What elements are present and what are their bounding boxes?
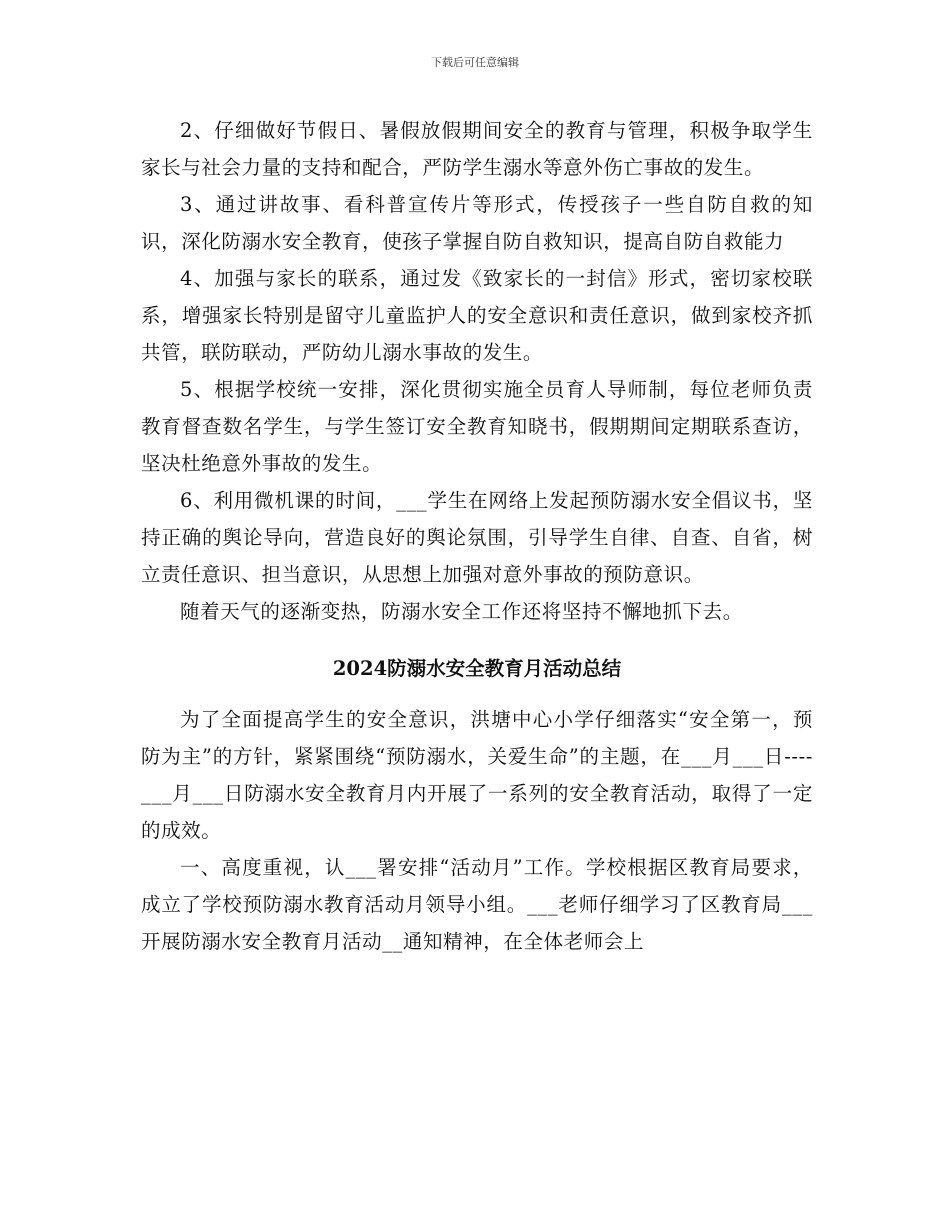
- section-paragraph-intro: 为了全面提高学生的安全意识，洪塘中心小学仔细落实“安全第一，预防为主”的方针，紧紧围绕“预防溺水，关爱生命”的主题，在___月___日----___月___日防溺水安全教育月内开展了一系列的安全教育活动，取得了一定的成效。: [141, 708, 813, 842]
- list-item-5: 5、根据学校统一安排，深化贯彻实施全员育人导师制，每位老师负责教育督查数名学生，与学生签订安全教育知晓书，假期期间定期联系查访，坚决杜绝意外事故的发生。: [141, 378, 813, 475]
- list-item-4: 4、加强与家长的联系，通过发《致家长的一封信》形式，密切家校联系，增强家长特别是留守儿童监护人的安全意识和责任意识，做到家校齐抓共管，联防联动，严防幼儿溺水事故的发生。: [141, 267, 813, 364]
- section-paragraph-one: 一、高度重视，认___署安排“活动月”工作。学校根据区教育局要求，成立了学校预防溺水教育活动月领导小组。___老师仔细学习了区教育局___开展防溺水安全教育月活动__通知精神，在全体老师会上: [141, 856, 813, 953]
- page-header-note: 下载后可任意编辑: [431, 56, 519, 69]
- closing-sentence: 随着天气的逐渐变热，防溺水安全工作还将坚持不懈地抓下去。: [180, 600, 743, 623]
- document-body: [141, 112, 813, 960]
- list-item-3: 3、通过讲故事、看科普宣传片等形式，传授孩子一些自防自救的知识，深化防溺水安全教育，使孩子掌握自防自救知识，提高自防自救能力: [141, 193, 813, 253]
- section-title: 2024防溺水安全教育月活动总结: [332, 657, 622, 680]
- list-item-2: 2、仔细做好节假日、暑假放假期间安全的教育与管理，积极争取学生家长与社会力量的支持和配合，严防学生溺水等意外伤亡事故的发生。: [141, 119, 813, 179]
- list-item-6: 6、利用微机课的时间，___学生在网络上发起预防溺水安全倡议书，坚持正确的舆论导向，营造良好的舆论氛围，引导学生自律、自查、自省，树立责任意识、担当意识，从思想上加强对意外事故的预防意识。: [141, 489, 813, 586]
